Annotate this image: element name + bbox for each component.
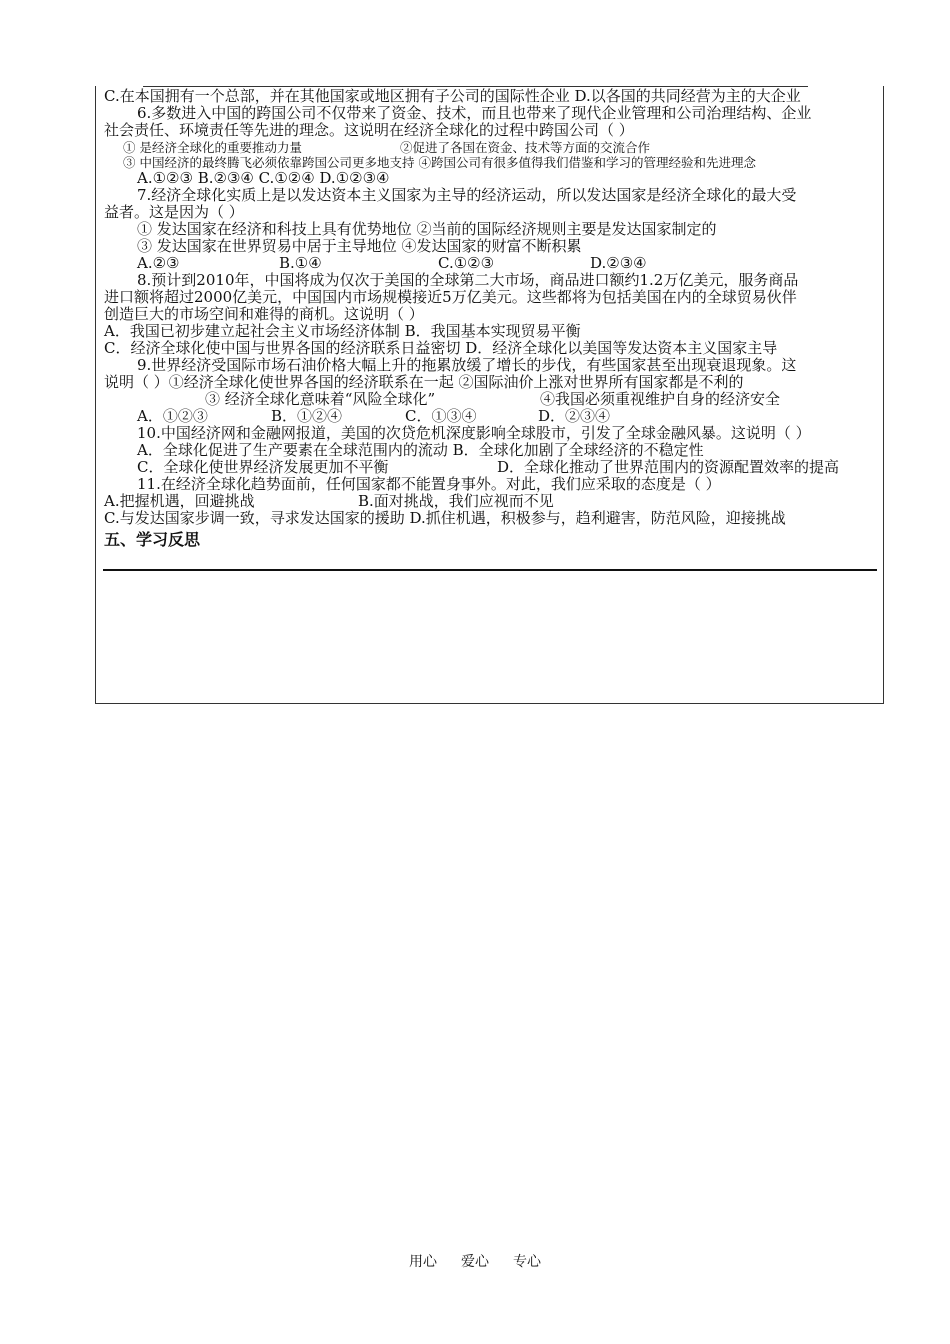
footer-word-3: 专心 xyxy=(513,1254,541,1270)
q7-statements-3-4: ③ 发达国家在世界贸易中居于主导地位 ④发达国家的财富不断积累 xyxy=(137,237,582,255)
q6-statements-3-4: ③ 中国经济的最终腾飞必须依靠跨国公司更多地支持 ④跨国公司有很多值得我们借鉴和学习的管理经验和先进理念 xyxy=(123,155,756,170)
q9-option-b: B．①②④ xyxy=(271,407,343,425)
q6-options: A.①②③ B.②③④ C.①②④ D.①②③④ xyxy=(137,169,390,187)
q7-option-c: C.①②③ xyxy=(438,254,495,272)
q7-option-d: D.②③④ xyxy=(590,254,647,272)
q8-stem-line3: 创造巨大的市场空间和难得的商机。这说明（ ） xyxy=(104,305,424,323)
q6-stem-line1: 6.多数进入中国的跨国公司不仅带来了资金、技术，而且也带来了现代企业管理和公司治理结构、企业 xyxy=(137,104,812,122)
q7-option-b: B.①④ xyxy=(279,254,322,272)
q6-statement-2: ②促进了各国在资金、技术等方面的交流合作 xyxy=(400,140,651,155)
q9-stem-line1: 9.世界经济受国际市场石油价格大幅上升的拖累放缓了增长的步伐，有些国家甚至出现衰退现象。这 xyxy=(137,356,797,374)
q9-option-a: A．①②③ xyxy=(137,407,208,425)
section-heading-reflection: 五、学习反思 xyxy=(104,530,201,549)
q11-options-cd: C.与发达国家步调一致，寻求发达国家的援助 D.抓住机遇，积极参与，趋利避害，防范风险，迎接挑战 xyxy=(104,509,786,527)
q7-stem-line2: 益者。这是因为（ ） xyxy=(104,203,244,221)
q8-options-ab: A．我国已初步建立起社会主义市场经济体制 B．我国基本实现贸易平衡 xyxy=(104,322,581,340)
q7-stem-line1: 7.经济全球化实质上是以发达资本主义国家为主导的经济运动，所以发达国家是经济全球化的最大受 xyxy=(137,186,797,204)
q11-option-a: A.把握机遇，回避挑战 xyxy=(104,492,255,510)
q8-stem-line2: 进口额将超过2000亿美元，中国国内市场规模接近5万亿美元。这些都将为包括美国在内的全球贸易伙伴 xyxy=(104,288,797,306)
q11-stem: 11.在经济全球化趋势面前，任何国家都不能置身事外。对此，我们应采取的态度是（ ） xyxy=(137,475,721,493)
q10-options-ab: A．全球化促进了生产要素在全球范围内的流动 B．全球化加剧了全球经济的不稳定性 xyxy=(137,441,704,459)
footer-word-2: 爱心 xyxy=(461,1254,489,1270)
q11-option-b: B.面对挑战，我们应视而不见 xyxy=(358,492,554,510)
q8-options-cd: C．经济全球化使中国与世界各国的经济联系日益密切 D．经济全球化以美国等发达资本主义国家主导 xyxy=(104,339,778,357)
q10-option-d: D．全球化推动了世界范围内的资源配置效率的提高 xyxy=(497,458,840,476)
q5-option-cd: C.在本国拥有一个总部，并在其他国家或地区拥有子公司的国际性企业 D.以各国的共同经营为主的大企业 xyxy=(104,87,801,105)
q8-stem-line1: 8.预计到2010年，中国将成为仅次于美国的全球第二大市场，商品进口额约1.2万亿美元，服务商品 xyxy=(137,271,799,289)
q7-option-a: A.②③ xyxy=(137,254,180,272)
q10-stem: 10.中国经济网和金融网报道，美国的次贷危机深度影响全球股市，引发了全球金融风暴。这说明（ ） xyxy=(137,424,811,442)
q6-stem-line2: 社会责任、环境责任等先进的理念。这说明在经济全球化的过程中跨国公司（ ） xyxy=(104,121,634,139)
q9-stem-line2: 说明（ ）①经济全球化使世界各国的经济联系在一起 ②国际油价上涨对世界所有国家都是不利的 xyxy=(104,373,744,391)
q9-option-d: D．②③④ xyxy=(538,407,611,425)
q6-statement-1: ① 是经济全球化的重要推动力量 xyxy=(123,140,302,155)
q9-statement-4: ④我国必须重视维护自身的经济安全 xyxy=(540,390,781,408)
answer-rule xyxy=(103,569,877,571)
page-footer xyxy=(0,1251,950,1271)
q10-option-c: C．全球化使世界经济发展更加不平衡 xyxy=(137,458,389,476)
footer-word-1: 用心 xyxy=(409,1254,437,1270)
q7-statements-1-2: ① 发达国家在经济和科技上具有优势地位 ②当前的国际经济规则主要是发达国家制定的 xyxy=(137,220,717,238)
q9-option-c: C．①③④ xyxy=(405,407,477,425)
q9-statement-3: ③ 经济全球化意味着“风险全球化” xyxy=(205,390,436,408)
